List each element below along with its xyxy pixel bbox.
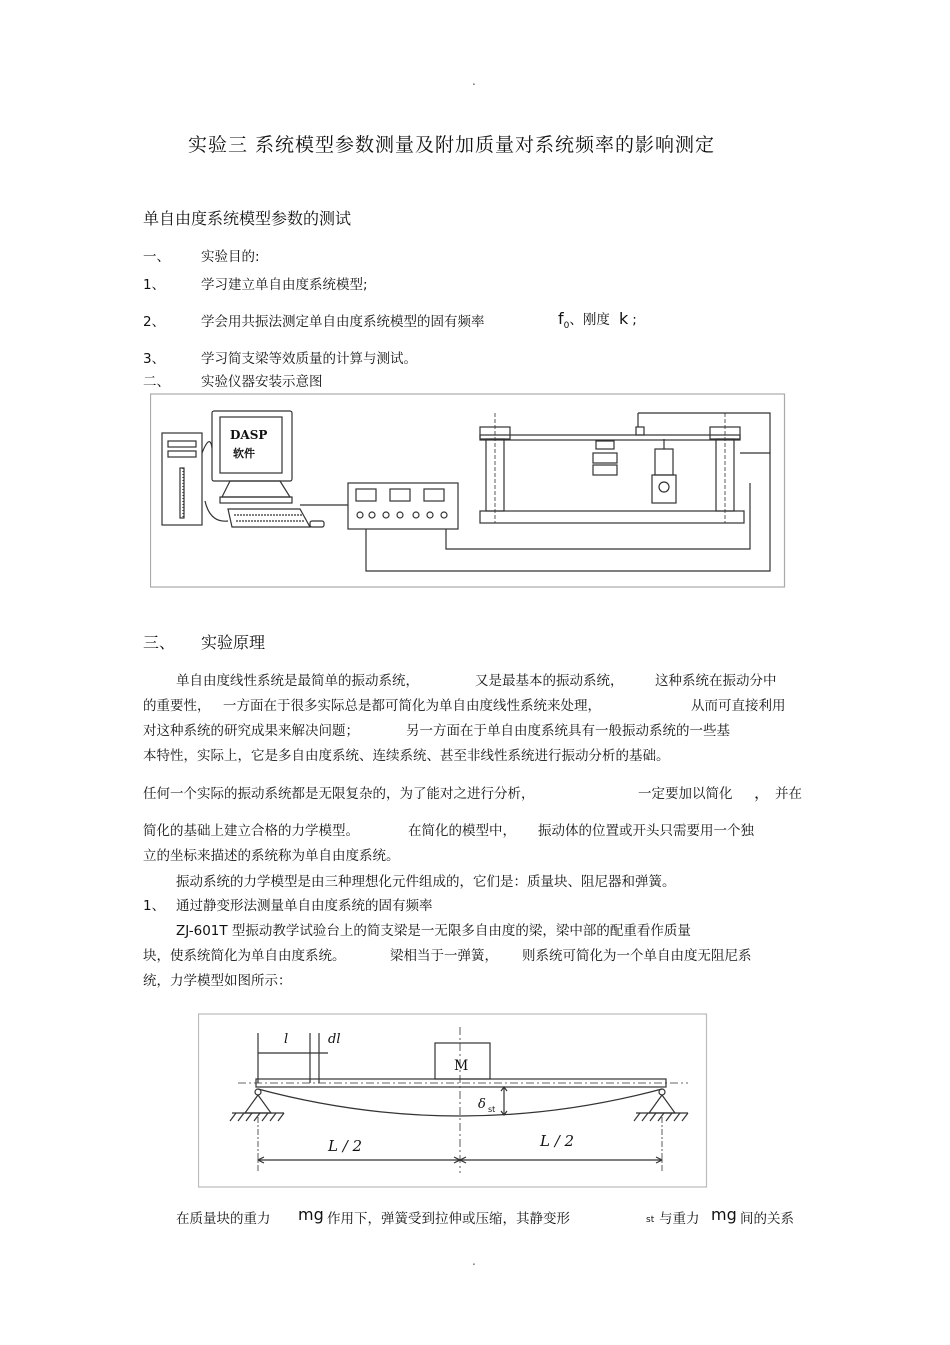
sub-heading-number: 1、 [143,898,166,914]
mg-symbol-2: mg [711,1205,737,1224]
frequency-symbol [558,308,637,331]
sub-heading-1 [143,894,433,914]
principle-heading [143,630,265,653]
purpose-item-number: 3、 [143,351,166,367]
f-subscript: 0 [563,321,570,332]
p2-seg-5: 简化的基础上建立合格的力学模型。 [143,823,359,839]
page-dot-bottom: . [472,1254,476,1268]
p1-seg-9: 本特性，实际上，它是多自由度系统、连续系统、甚至非线性系统进行振动分析的基础。 [143,748,670,764]
p4-seg-3: 梁相当于一弹簧， [390,948,498,964]
mg-symbol-1: mg [298,1205,324,1224]
mass-label: M [454,1058,469,1074]
monitor [212,411,292,481]
beam [480,435,740,440]
p4-seg-4: 则系统可简化为一个单自由度无阻尼系 [522,948,752,964]
principle-number: 三、 [143,633,176,652]
p2-seg-4: 并在 [775,786,802,802]
setup-number: 二、 [143,374,170,390]
p4-seg-2: 块，使系统简化为单自由度系统。 [143,948,346,964]
purpose-item-2 [143,310,485,330]
p2-seg-6: 在简化的模型中， [408,823,516,839]
p1-seg-6: 从而可直接利用 [691,698,786,714]
purpose-item-text: 学习建立单自由度系统模型; [201,277,368,293]
p1-seg-7: 对这种系统的研究成果来解决问题； [143,723,359,739]
p1-seg-8: 另一方面在于单自由度系统具有一般振动系统的一些基 [406,723,730,739]
p4-seg-5: 统，力学模型如图所示： [143,973,292,989]
beam-model-diagram [198,1013,708,1189]
left-support [245,1095,271,1113]
mouse [310,521,324,527]
last-line-pre: 在质量块的重力 [176,1211,271,1227]
setup-label: 实验仪器安装示意图 [201,374,323,390]
p2-seg-1: 任何一个实际的振动系统都是无限复杂的，为了能对之进行分析， [143,786,535,802]
software-text: 软件 [233,447,255,460]
half-span-left: L / 2 [328,1137,363,1155]
section-heading: 单自由度系统模型参数的测试 [143,209,352,228]
purpose-item-1 [143,273,368,293]
principle-label: 实验原理 [201,633,266,652]
purpose-heading [143,245,260,265]
bench-base [480,511,744,523]
p1-seg-5: 一方面在于很多实际总是都可简化为单自由度线性系统来处理， [223,698,601,714]
right-support [649,1095,675,1113]
purpose-number: 一、 [143,249,170,265]
k-symbol: k [618,309,629,328]
purpose-item-3 [143,347,417,367]
delta-label: δ [478,1097,486,1112]
page-dot-top: . [472,74,476,88]
keyboard [228,509,310,527]
beam-rect [256,1079,666,1087]
p4-seg-1: ZJ-601T 型振动教学试验台上的简支梁是一无限多自由度的梁，梁中部的配重看作质量 [176,923,691,939]
amplifier [348,483,458,529]
dl-label: dl [328,1032,341,1047]
item-2-end: ; [632,312,637,328]
last-line-mid: 作用下，弹簧受到拉伸或压缩，其静变形 [327,1211,570,1227]
last-line-end: 间的关系 [740,1211,794,1227]
setup-heading [143,370,323,390]
l-label: l [284,1032,289,1047]
purpose-item-number: 1、 [143,277,166,293]
delta-subscript: st [488,1105,496,1114]
half-span-right: L / 2 [540,1132,575,1150]
sub-heading-text: 通过静变形法测量单自由度系统的固有频率 [176,898,433,914]
p2-seg-2: 一定要加以简化 [638,786,733,802]
purpose-label: 实验目的: [201,249,260,265]
dasp-text: DASP [230,428,268,442]
st-subscript: st [646,1215,655,1225]
page-title: 实验三 系统模型参数测量及附加质量对系统频率的影响测定 [188,134,716,156]
p2-seg-8: 立的坐标来描述的系统称为单自由度系统。 [143,848,400,864]
purpose-item-text: 学会用共振法测定单自由度系统模型的固有频率 [201,314,485,330]
p1-seg-3: 这种系统在振动分中 [655,673,777,689]
last-line-mid2: 与重力 [659,1211,700,1227]
p2-seg-7: 振动体的位置或开头只需要用一个独 [538,823,754,839]
p3: 振动系统的力学模型是由三种理想化元件组成的，它们是：质量块、阻尼器和弹簧。 [176,874,676,890]
purpose-item-number: 2、 [143,314,166,330]
purpose-item-text: 学习简支梁等效质量的计算与测试。 [201,351,417,367]
f-symbol: f [558,309,564,328]
p1-seg-4: 的重要性， [143,698,211,714]
exciter [655,449,673,475]
stiffness-label: 、刚度 [569,312,610,328]
p1-seg-2: 又是最基本的振动系统， [475,673,624,689]
p2-seg-3: ， [754,783,771,802]
setup-diagram [150,393,786,589]
p1-seg-1: 单自由度线性系统是最简单的振动系统， [176,673,419,689]
